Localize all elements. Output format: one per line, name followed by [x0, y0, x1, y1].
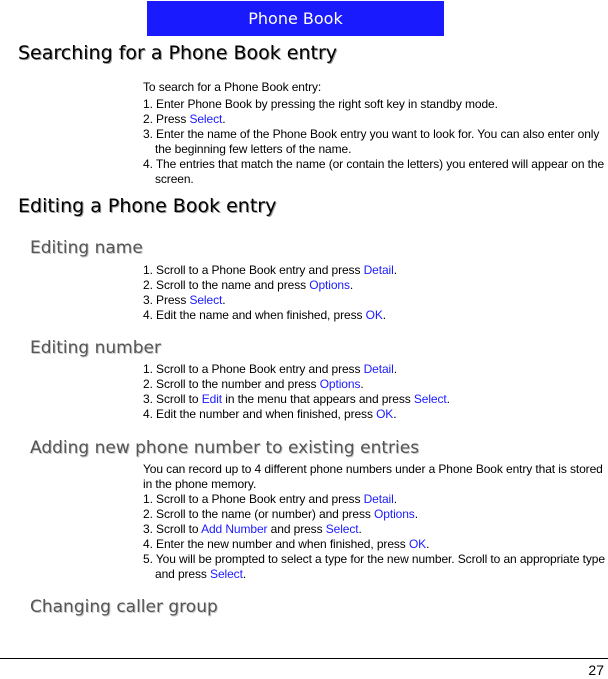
- adding-step: 4. Enter the new number and when finished, press OK.: [143, 537, 430, 551]
- adding-step: 2. Scroll to the name (or number) and press Options.: [143, 507, 418, 521]
- adding-step: 1. Scroll to a Phone Book entry and press Detail.: [143, 492, 397, 506]
- subheading-caller-group: Changing caller group: [30, 597, 218, 617]
- search-intro: To search for a Phone Book entry:: [143, 80, 322, 94]
- editing-number-step: 2. Scroll to the number and press Options.: [143, 377, 364, 391]
- editing-name-step: 1. Scroll to a Phone Book entry and press Detail.: [143, 263, 397, 277]
- editing-number-step: 3. Scroll to Edit in the menu that appears and press Select.: [143, 392, 450, 406]
- heading-searching: Searching for a Phone Book entry: [18, 42, 338, 64]
- adding-number-instructions: [143, 462, 605, 582]
- footer-rule: [0, 658, 608, 659]
- adding-intro: You can record up to 4 different phone numbers under a Phone Book entry that is stored in the phone memory.: [143, 462, 603, 491]
- editing-name-step: 3. Press Select.: [143, 293, 226, 307]
- editing-number-step: 4. Edit the number and when finished, press OK.: [143, 407, 397, 421]
- editing-number-step: 1. Scroll to a Phone Book entry and press Detail.: [143, 362, 397, 376]
- subheading-editing-name: Editing name: [30, 238, 143, 258]
- search-instructions: [143, 80, 605, 187]
- editing-name-step: 2. Scroll to the name and press Options.: [143, 278, 354, 292]
- search-step: 2. Press Select.: [143, 112, 226, 126]
- adding-step: 3. Scroll to Add Number and press Select.: [143, 522, 362, 536]
- subheading-adding-number: Adding new phone number to existing entries: [30, 438, 420, 458]
- section-banner: Phone Book: [147, 1, 444, 36]
- search-step: 3. Enter the name of the Phone Book entry you want to look for. You can also enter only the beginning few letters of the name.: [143, 127, 600, 156]
- adding-step: 5. You will be prompted to select a type for the new number. Scroll to an appropriate type and press Select.: [143, 552, 605, 581]
- editing-name-step: 4. Edit the name and when finished, press OK.: [143, 308, 386, 322]
- search-step: 1. Enter Phone Book by pressing the right soft key in standby mode.: [143, 97, 498, 111]
- page-number: 27: [588, 662, 604, 678]
- editing-name-steps: [143, 263, 605, 323]
- search-step: 4. The entries that match the name (or contain the letters) you entered will appear on the screen.: [143, 157, 605, 186]
- subheading-editing-number: Editing number: [30, 338, 161, 358]
- heading-editing: Editing a Phone Book entry: [18, 195, 277, 217]
- editing-number-steps: [143, 362, 605, 422]
